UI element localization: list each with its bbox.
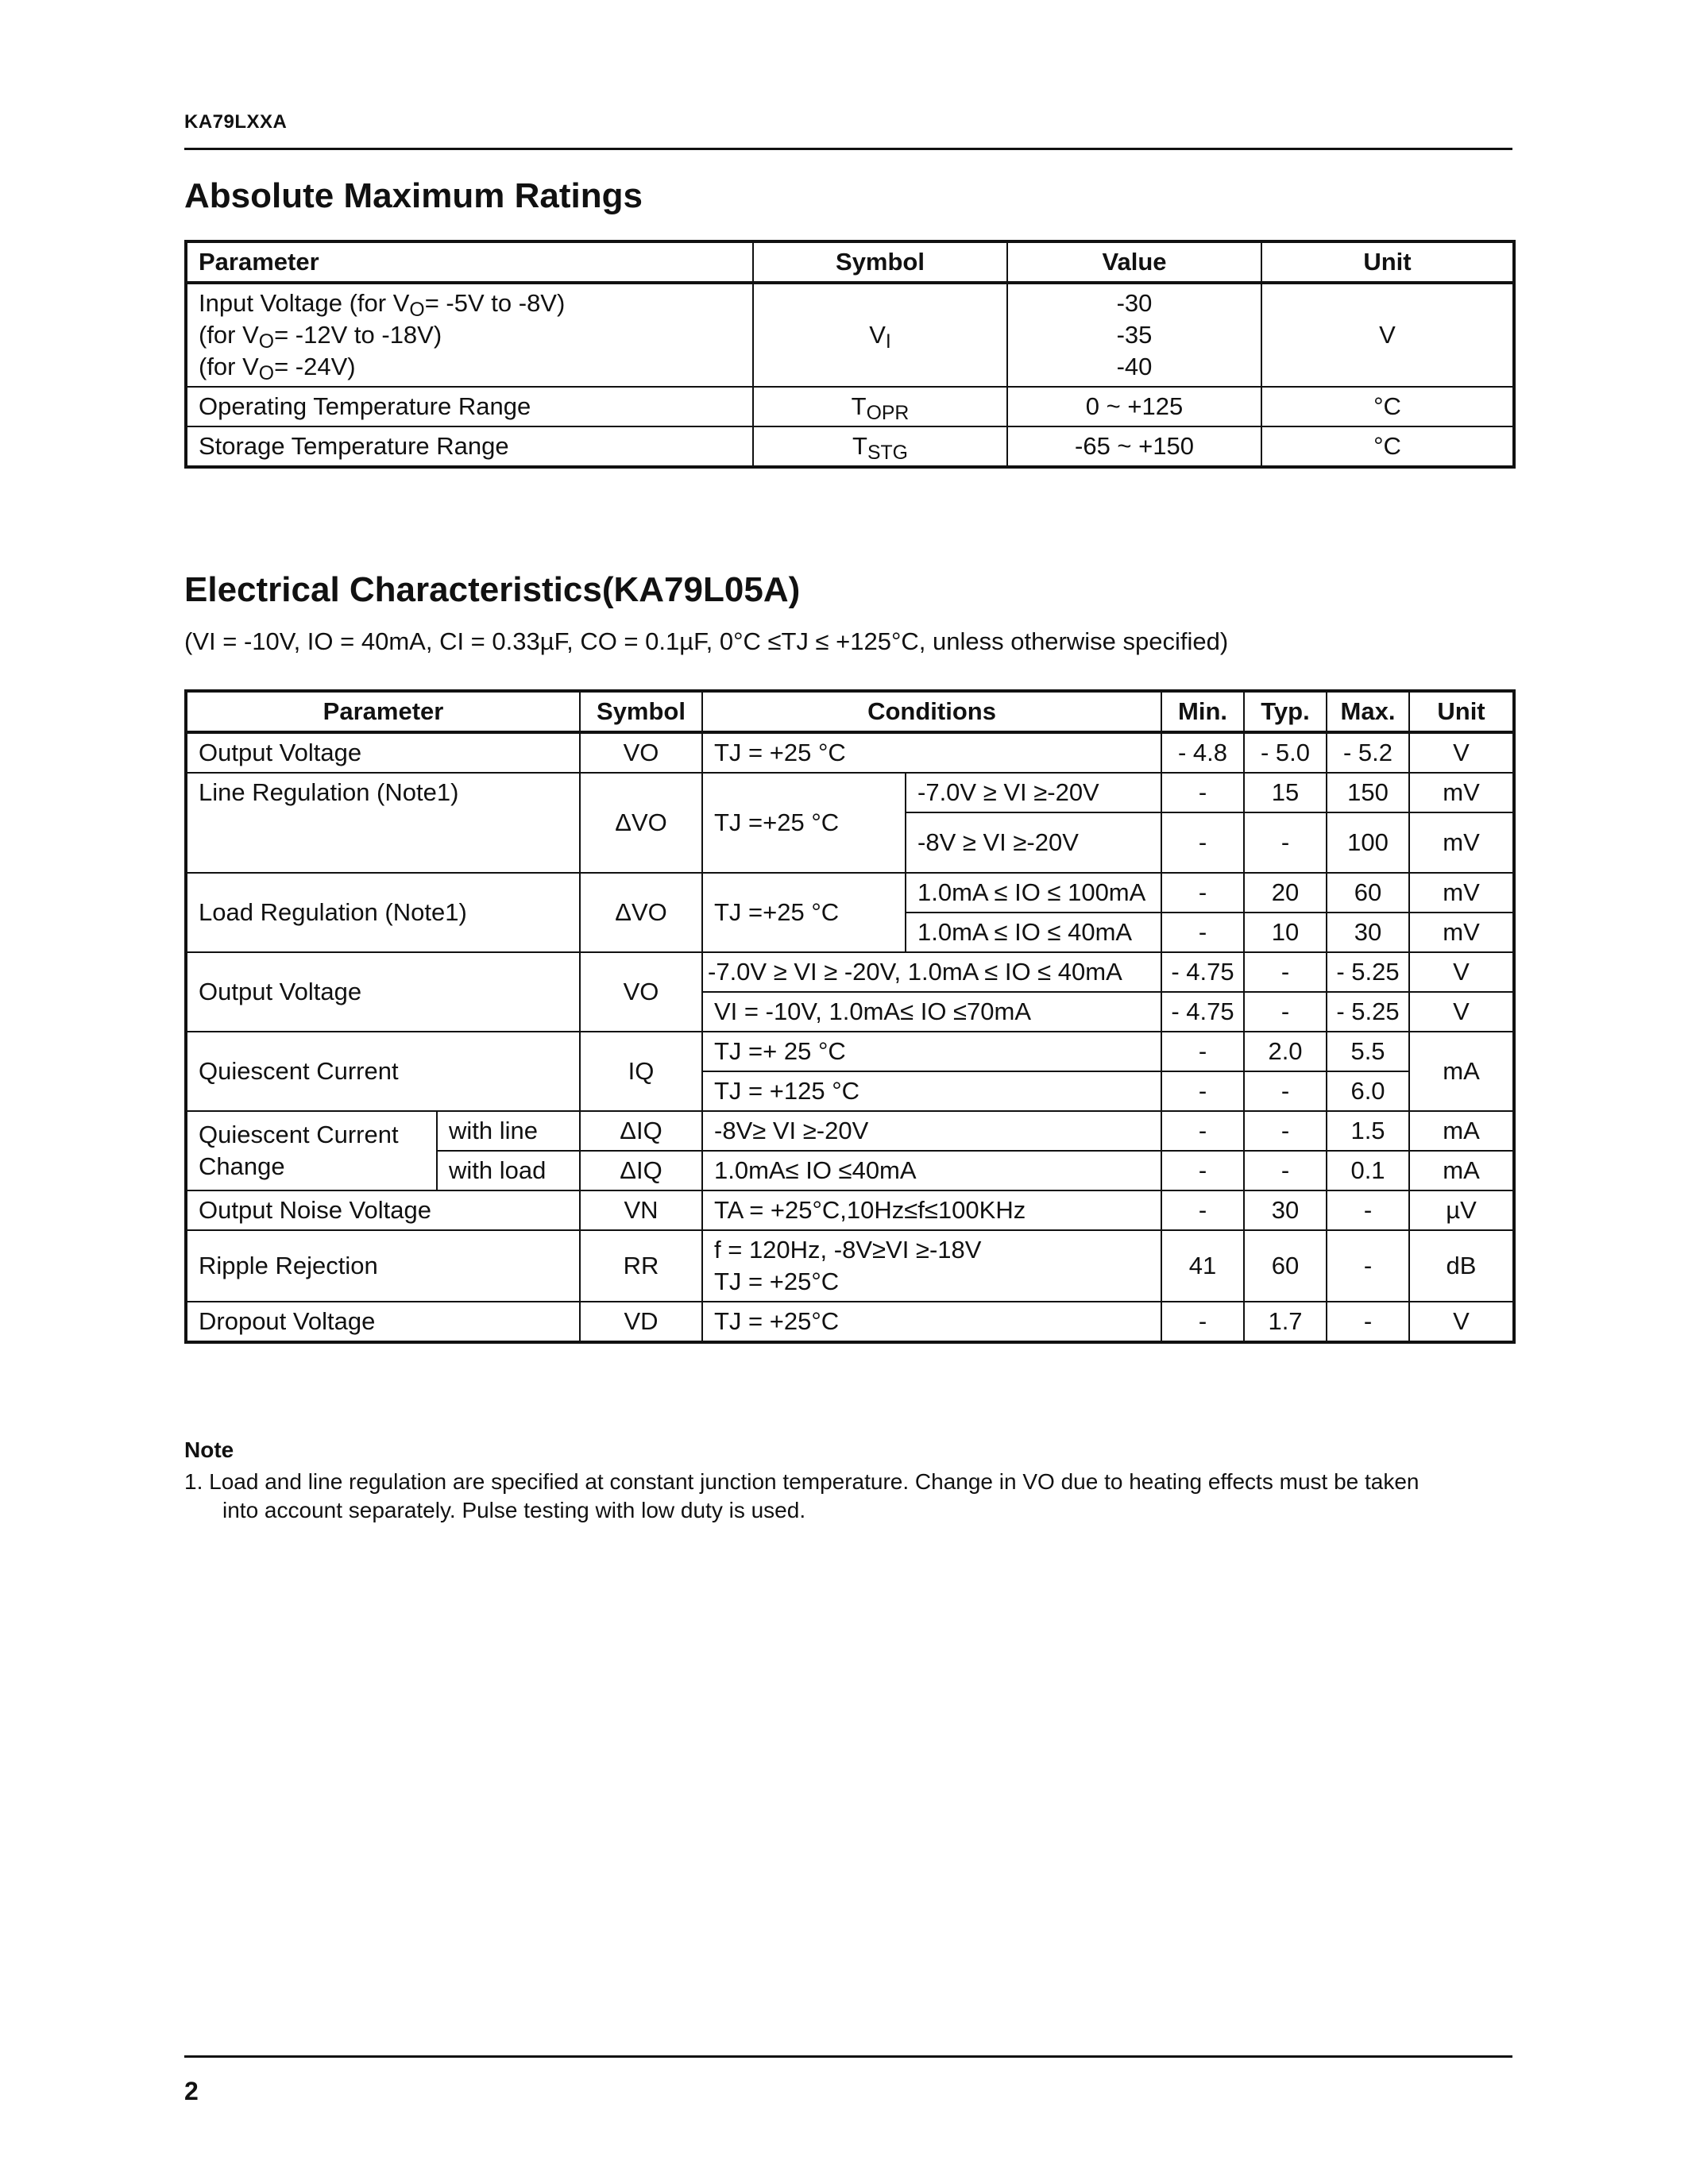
table-row xyxy=(186,426,1514,467)
document-header: KA79LXXA xyxy=(184,111,288,133)
table-header-row xyxy=(186,691,1514,732)
col-parameter: Parameter xyxy=(186,241,753,283)
note-title: Note xyxy=(184,1437,234,1462)
unit-cell: V xyxy=(1261,283,1514,387)
header-rule xyxy=(184,148,1512,150)
col-value: Value xyxy=(1007,241,1261,283)
param-cell: Input Voltage (for $V_O= -5V$ to -8V) (for $V_O= -12V$ to -18V) (for $V_O= -24V$) xyxy=(186,283,753,387)
col-min: Min. xyxy=(1161,691,1244,732)
col-unit: Unit xyxy=(1261,241,1514,283)
col-symbol: Symbol xyxy=(580,691,702,732)
symbol-cell: $V_I$ xyxy=(753,283,1007,387)
col-conditions: Conditions xyxy=(702,691,1161,732)
table-row xyxy=(186,387,1514,426)
table-row: Line Regulation (Note1) ΔVO TJ =+25 °C -7.0V ≥ VI ≥-20V - 15 150 mV xyxy=(186,773,1514,812)
symbol-cell: $T_{STG}$ xyxy=(753,426,1007,467)
table-row: Output Voltage VO TJ = +25 °C - 4.8 - 5.0 - 5.2 V xyxy=(186,732,1514,773)
table-row: Quiescent Current Change with line ΔIQ -8V≥ VI ≥-20V - - 1.5 mA xyxy=(186,1111,1514,1151)
param-cell: Storage Temperature Range xyxy=(186,426,753,467)
unit-cell: °C xyxy=(1261,426,1514,467)
table-row: Dropout Voltage VD TJ = +25°C - 1.7 - V xyxy=(186,1302,1514,1342)
ec-table xyxy=(184,689,1516,1344)
table-row: Ripple Rejection RR f = 120Hz, -8V≥VI ≥-18V TJ = +25°C 41 60 - dB xyxy=(186,1230,1514,1302)
ec-title: Electrical Characteristics(KA79L05A) xyxy=(184,570,801,609)
col-max: Max. xyxy=(1327,691,1409,732)
value-cell: -65 ~ +150 xyxy=(1007,426,1261,467)
note-text: 1. Load and line regulation are specified at constant junction temperature. Change in VO due to heating effects must be taken into account separately. Pulse testing with low duty is used. xyxy=(184,1469,1420,1522)
table-row: 1.0mA ≤ IO ≤ 40mA - 10 30 mV xyxy=(186,913,1514,952)
param-cell: Operating Temperature Range xyxy=(186,387,753,426)
col-typ: Typ. xyxy=(1244,691,1327,732)
value-cell: 0 ~ +125 xyxy=(1007,387,1261,426)
table-row: -8V ≥ VI ≥-20V - - 100 mV xyxy=(186,812,1514,873)
table-row: Output Voltage VO -7.0V ≥ VI ≥ -20V, 1.0mA ≤ IO ≤ 40mA - 4.75 - - 5.25 V xyxy=(186,952,1514,992)
table-row: TJ = +125 °C - - 6.0 xyxy=(186,1071,1514,1111)
table-row xyxy=(186,283,1514,387)
table-row: Quiescent Current IQ TJ =+ 25 °C - 2.0 5.5 mA xyxy=(186,1032,1514,1071)
value-cell: -30 -35 -40 xyxy=(1007,283,1261,387)
col-unit: Unit xyxy=(1409,691,1514,732)
table-row: Output Noise Voltage VN TA = +25°C,10Hz≤f≤100KHz - 30 - µV xyxy=(186,1190,1514,1230)
col-parameter: Parameter xyxy=(186,691,580,732)
ec-subtitle: (VI = -10V, IO = 40mA, CI = 0.33µF, CO = 0.1µF, 0°C ≤TJ ≤ +125°C, unless otherwise specified) xyxy=(184,627,1229,655)
unit-cell: °C xyxy=(1261,387,1514,426)
amr-title: Absolute Maximum Ratings xyxy=(184,176,643,215)
col-symbol: Symbol xyxy=(753,241,1007,283)
table-header-row xyxy=(186,241,1514,283)
page-number: 2 xyxy=(184,2077,199,2105)
footer-rule xyxy=(184,2055,1512,2058)
conditions-cell: f = 120Hz, -8V≥VI ≥-18V TJ = +25°C xyxy=(702,1230,1161,1302)
table-row: with load ΔIQ 1.0mA≤ IO ≤40mA - - 0.1 mA xyxy=(186,1151,1514,1190)
table-row: VI = -10V, 1.0mA≤ IO ≤70mA - 4.75 - - 5.25 V xyxy=(186,992,1514,1032)
symbol-cell: $T_{OPR}$ xyxy=(753,387,1007,426)
table-row: Load Regulation (Note1) ΔVO TJ =+25 °C 1.0mA ≤ IO ≤ 100mA - 20 60 mV xyxy=(186,873,1514,913)
amr-table xyxy=(184,240,1516,469)
